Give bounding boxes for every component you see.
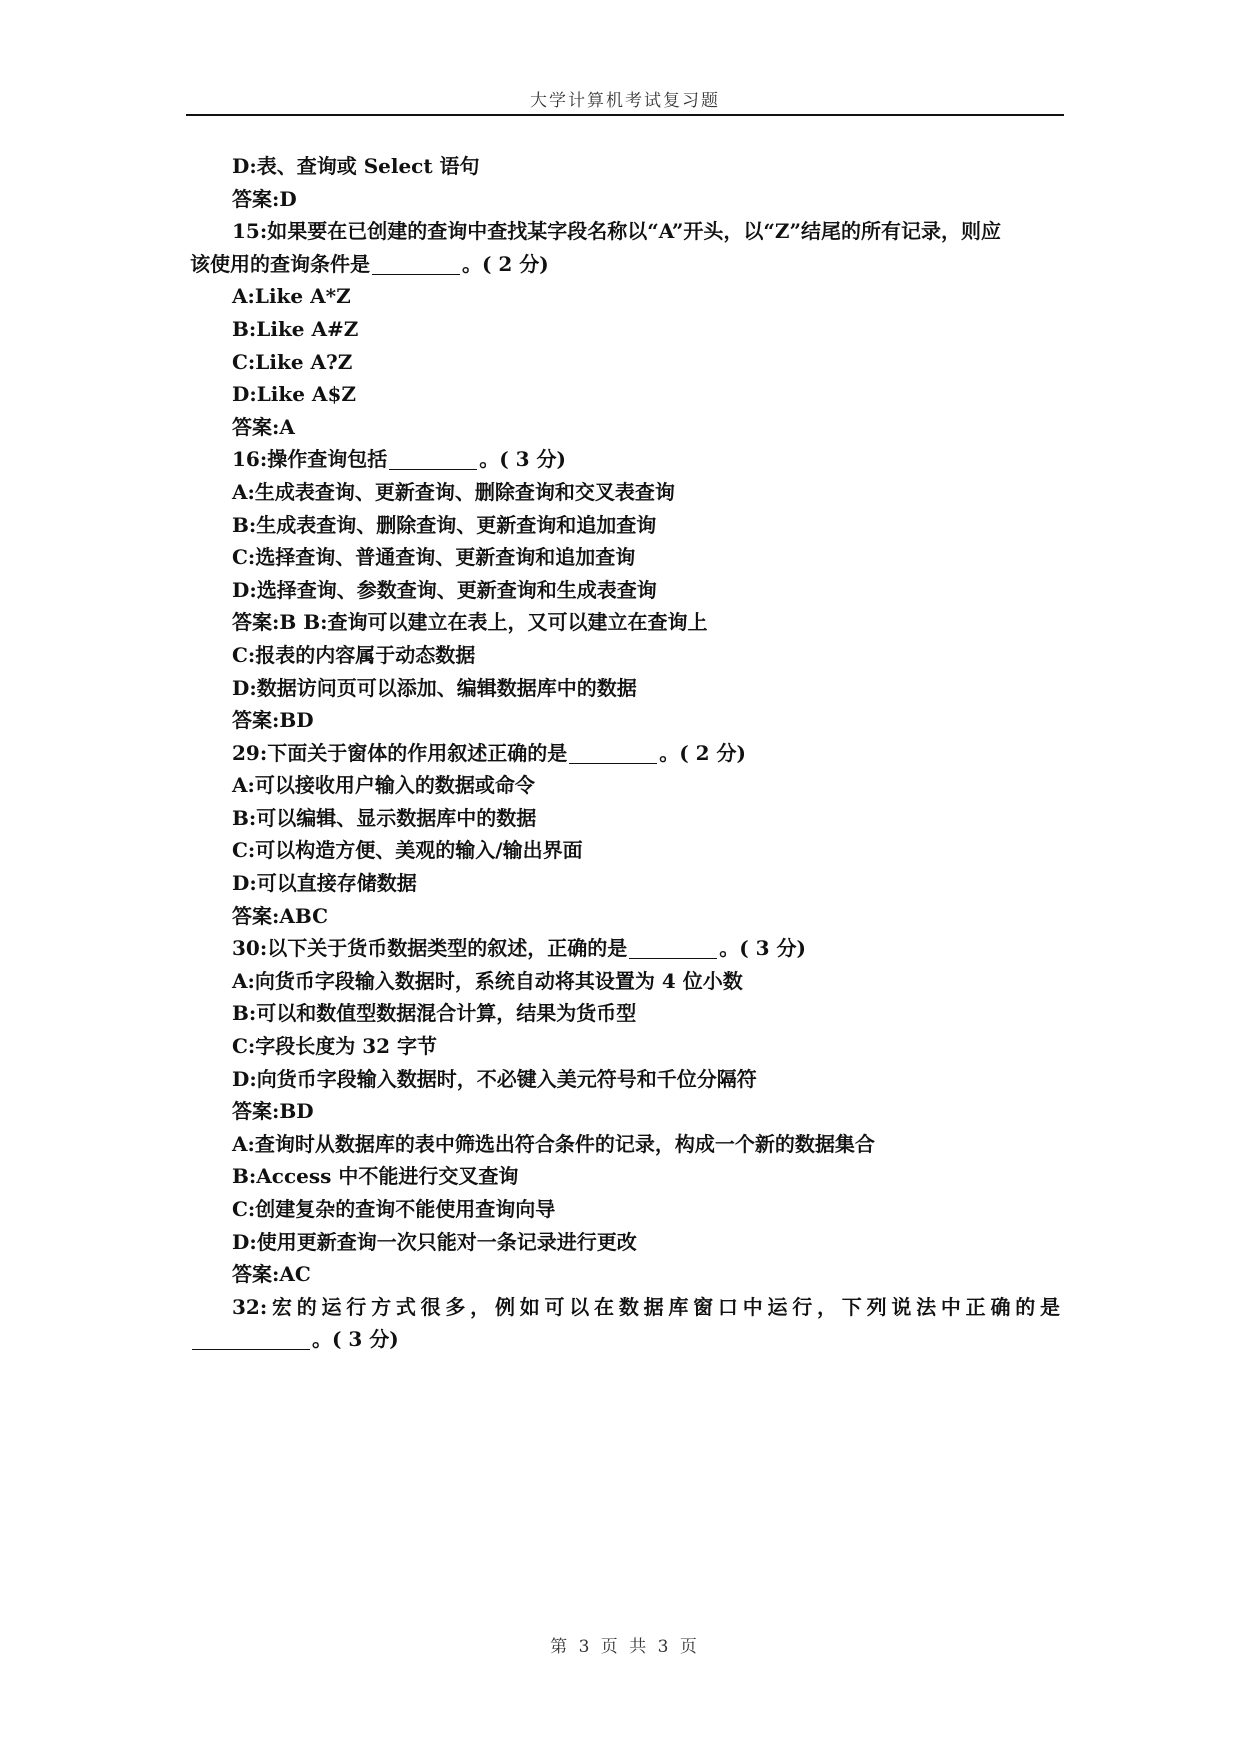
option-line: A:查询时从数据库的表中筛选出符合条件的记录，构成一个新的数据集合 — [232, 1131, 875, 1156]
answer-line: 答案:BD — [232, 1099, 314, 1124]
answer-line: 答案:B B:查询可以建立在表上，又可以建立在查询上 — [232, 610, 708, 635]
score-text: 。( 3 分) — [312, 1327, 399, 1352]
option-line: D:数据访问页可以添加、编辑数据库中的数据 — [232, 675, 637, 700]
option-line: A:可以接收用户输入的数据或命令 — [232, 773, 535, 798]
answer-line: 答案:BD — [232, 708, 314, 733]
option-line: B:生成表查询、删除查询、更新查询和追加查询 — [232, 512, 657, 537]
page-header-title: 大学计算机考试复习题 — [530, 91, 720, 111]
page-footer: 第 3 页 共 3 页 — [550, 1637, 700, 1657]
option-line: D:使用更新查询一次只能对一条记录进行更改 — [232, 1229, 637, 1254]
option-line: A:Like A*Z — [232, 284, 351, 309]
answer-line: 答案:AC — [232, 1262, 311, 1287]
option-line: B:Like A#Z — [232, 316, 359, 341]
question-text: 30:以下关于货币数据类型的叙述，正确的是 — [232, 936, 628, 961]
question-text: 16:操作查询包括 — [232, 447, 388, 472]
option-line: D:可以直接存储数据 — [232, 871, 417, 896]
answer-blank — [372, 254, 460, 275]
option-line: B:可以和数值型数据混合计算，结果为货币型 — [232, 1001, 637, 1026]
answer-blank — [192, 1329, 310, 1350]
answer-line: 答案:ABC — [232, 903, 329, 928]
option-line: A:生成表查询、更新查询、删除查询和交叉表查询 — [232, 479, 675, 504]
option-line: D:Like A$Z — [232, 382, 356, 407]
option-line: B:可以编辑、显示数据库中的数据 — [232, 805, 537, 830]
score-text: 。( 3 分) — [479, 447, 566, 472]
header-divider — [186, 114, 1064, 116]
text-line: 答案:D — [232, 186, 297, 211]
option-line: C:报表的内容属于动态数据 — [232, 642, 476, 667]
option-line: D:向货币字段输入数据时，不必键入美元符号和千位分隔符 — [232, 1066, 757, 1091]
answer-blank — [389, 449, 477, 470]
question-32-continuation — [190, 1323, 1060, 1356]
option-line: C:选择查询、普通查询、更新查询和追加查询 — [232, 545, 636, 570]
document-body — [190, 150, 1060, 1356]
question-30 — [190, 932, 1060, 965]
score-text: 。( 2 分) — [659, 740, 746, 765]
answer-blank — [569, 743, 657, 764]
question-text: 该使用的查询条件是 — [190, 251, 370, 276]
text-line: D:表、查询或 Select 语句 — [232, 154, 480, 178]
question-text: 29:下面关于窗体的作用叙述正确的是 — [232, 740, 568, 765]
option-line: D:选择查询、参数查询、更新查询和生成表查询 — [232, 577, 657, 602]
option-line: C:可以构造方便、美观的输入/输出界面 — [232, 838, 583, 863]
question-16 — [190, 443, 1060, 476]
question-32: 32:宏的运行方式很多，例如可以在数据库窗口中运行，下列说法中正确的是 — [232, 1294, 1060, 1319]
score-text: 。( 2 分) — [462, 251, 549, 276]
question-15: 15:如果要在已创建的查询中查找某字段名称以“A”开头，以“Z”结尾的所有记录，则应 — [232, 219, 1001, 244]
option-line: C:创建复杂的查询不能使用查询向导 — [232, 1197, 556, 1221]
option-line: C:Like A?Z — [232, 349, 353, 374]
answer-blank — [629, 938, 717, 959]
score-text: 。( 3 分) — [719, 936, 806, 961]
option-line: B:Access 中不能进行交叉查询 — [232, 1164, 519, 1189]
option-line: C:字段长度为 32 字节 — [232, 1034, 438, 1059]
question-29 — [190, 737, 1060, 770]
question-15-continuation — [190, 248, 1060, 281]
option-line: A:向货币字段输入数据时，系统自动将其设置为 4 位小数 — [232, 968, 743, 993]
answer-line: 答案:A — [232, 414, 295, 439]
